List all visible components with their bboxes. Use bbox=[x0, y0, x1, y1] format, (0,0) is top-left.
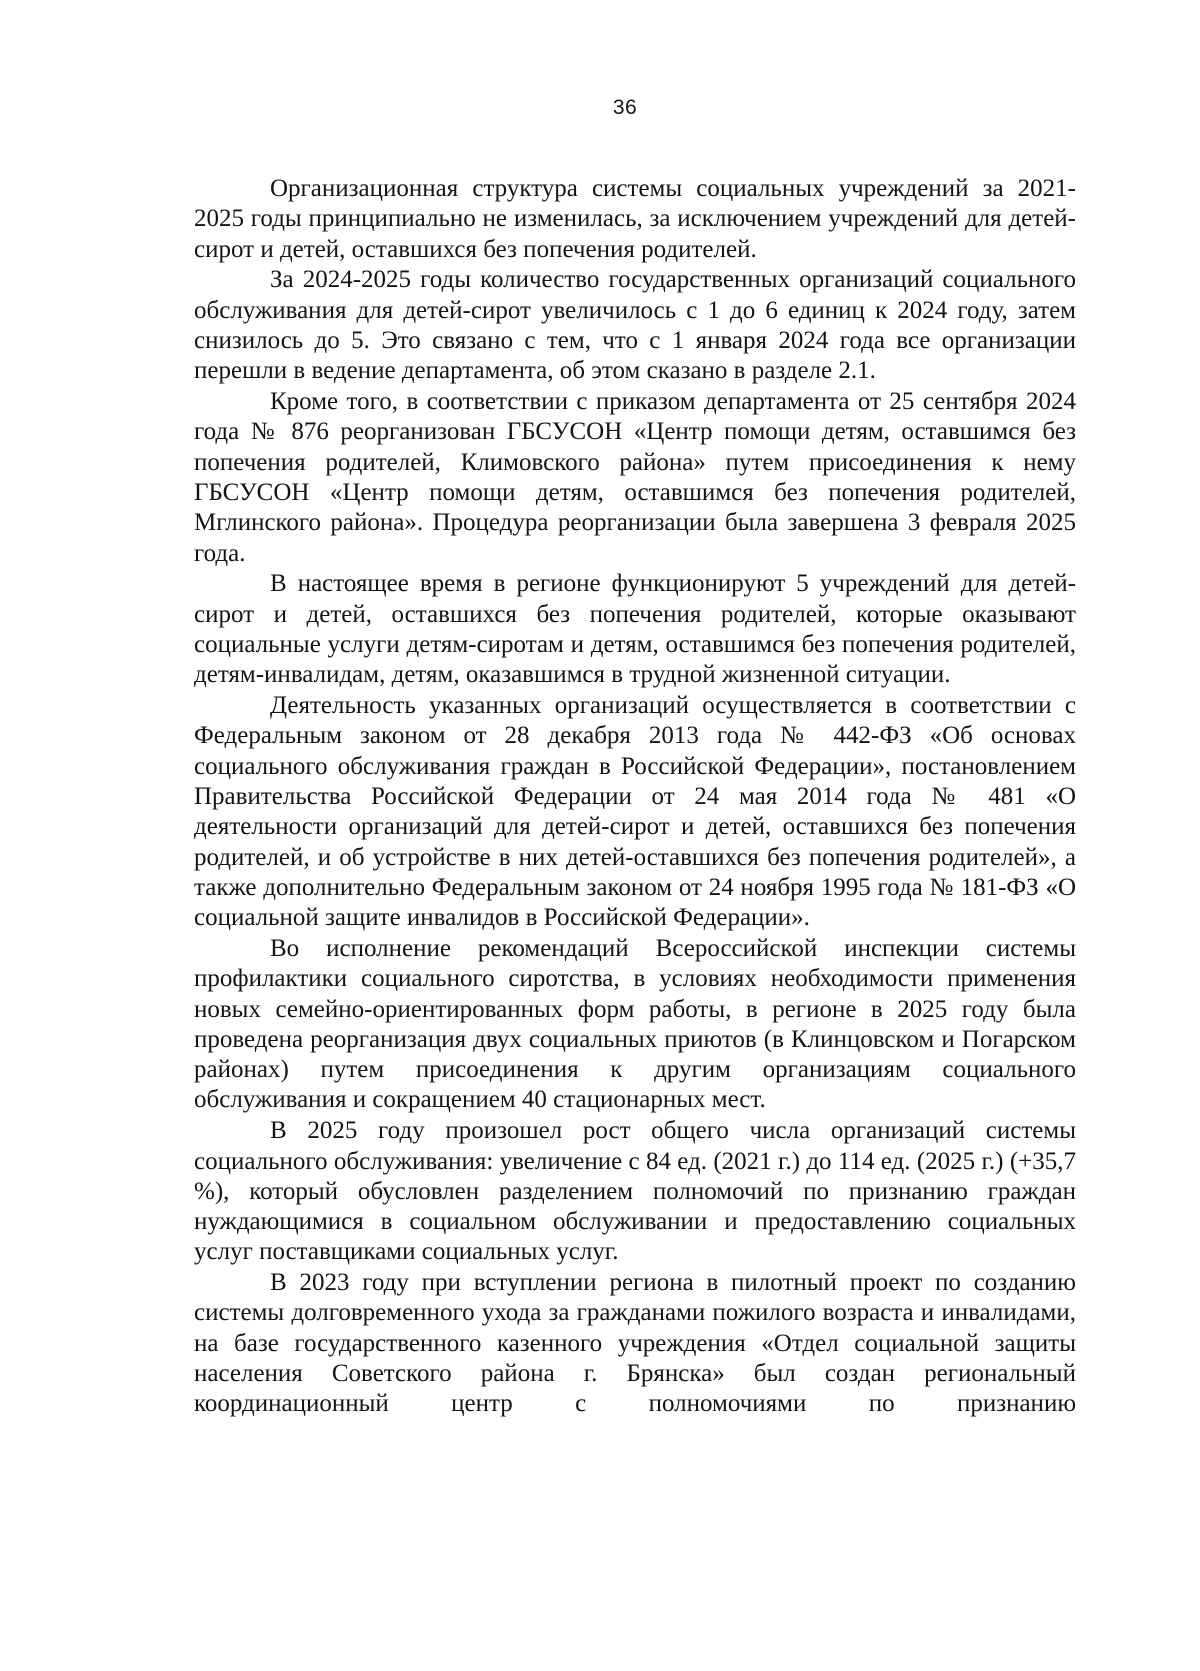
paragraph-long-term-care-pilot: В 2023 году при вступлении региона в пилотный проект по созданию системы долговременного ухода за гражданами пожилого возраста и инвалидами, на базе государственного казенного учреждения «Отдел социальной защиты населения Советского района г. Брянска» был создан региональный координационный центр с полномочиями по признанию bbox=[194, 1269, 1076, 1418]
paragraph-org-structure: Организационная структура системы социальных учреждений за 2021-2025 годы принципиально не изменилась, за исключением учреждений для детей-сирот и детей, оставшихся без попечения родителей. bbox=[194, 175, 1076, 263]
paragraph-legal-basis: Деятельность указанных организаций осуществляется в соответствии с Федеральным законом от 28 декабря 2013 года № 442-ФЗ «Об основах социального обслуживания граждан в Российской Федерации», постановлением Правительства Российской Федерации от 24 мая 2014 года № 481 «О деятельности организаций для детей-сирот и детей, оставшихся без попечения родителей, и об устройстве в них детей-оставшихся без попечения родителей», а также дополнительно Федеральным законом от 24 ноября 1995 года № 181-ФЗ «О социальной защите инвалидов в Российской Федерации». bbox=[194, 692, 1076, 932]
paragraph-reorganization-order: Кроме того, в соответствии с приказом департамента от 25 сентября 2024 года № 876 реорганизован ГБСУСОН «Центр помощи детям, оставшимся без попечения родителей, Климовского района» путем присоединения к нему ГБСУСОН «Центр помощи детям, оставшимся без попечения родителей, Мглинского района». Процедура реорганизации была завершена 3 февраля 2025 года. bbox=[194, 388, 1076, 567]
paragraph-shelters-reorganization: Во исполнение рекомендаций Всероссийской инспекции системы профилактики социального сиротства, в условиях необходимости применения новых семейно-ориентированных форм работы, в регионе в 2025 году была проведена реорганизация двух социальных приютов (в Клинцовском и Погарском районах) путем присоединения к другим организациям социального обслуживания и сокращением 40 стационарных мест. bbox=[194, 934, 1076, 1114]
paragraph-organizations-growth: В 2025 году произошел рост общего числа организаций системы социального обслуживания: увеличение с 84 ед. (2021 г.) до 114 ед. (2025 г.) (+35,7 %), который обусловлен разделением полномочий по признанию граждан нуждающимися в социальном обслуживании и предоставлению социальных услуг поставщиками социальных услуг. bbox=[194, 1117, 1076, 1266]
paragraph-current-institutions: В настоящее время в регионе функционируют 5 учреждений для детей-сирот и детей, оставшихся без попечения родителей, которые оказывают социальные услуги детям-сиротам и детям, оставшимся без попечения родителей, детям-инвалидам, детям, оказавшимся в трудной жизненной ситуации. bbox=[194, 570, 1076, 689]
paragraph-orphan-organizations-count: За 2024-2025 годы количество государственных организаций социального обслуживания для детей-сирот увеличилось с 1 до 6 единиц к 2024 году, затем снизилось до 5. Это связано с тем, что с 1 января 2024 года все организации перешли в ведение департамента, об этом сказано в разделе 2.1. bbox=[194, 266, 1076, 385]
document-body bbox=[194, 174, 1076, 1420]
page-number: 36 bbox=[612, 96, 638, 119]
